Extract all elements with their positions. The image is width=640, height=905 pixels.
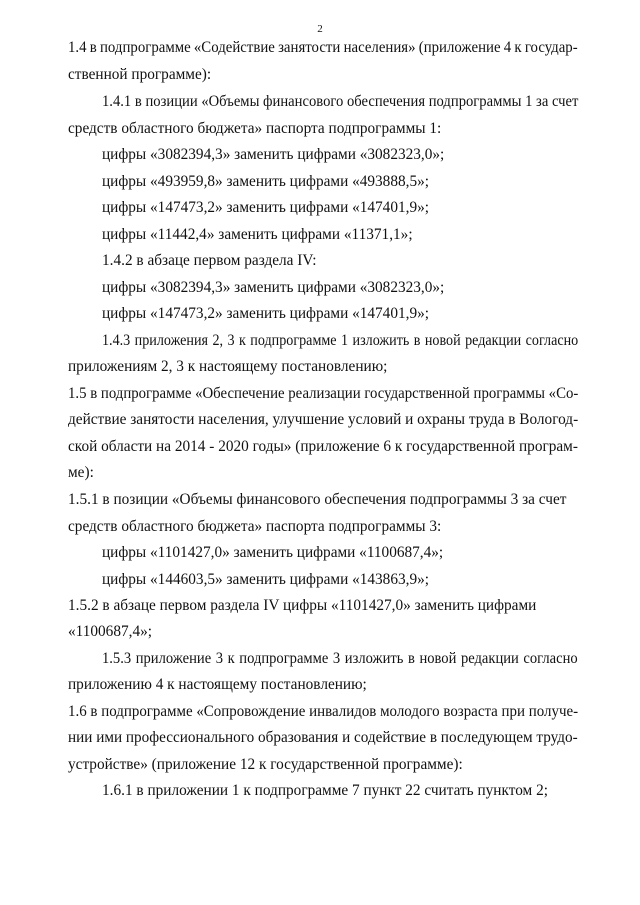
text-line: 1.6.1 в приложении 1 к подпрограмме 7 пункт 22 считать пунктом 2; (102, 782, 548, 799)
text-line: цифры «144603,5» заменить цифрами «143863,9»; (102, 571, 430, 588)
text-line: приложениям 2, 3 к настоящему постановлению; (68, 358, 388, 375)
text-line: цифры «3082394,3» заменить цифрами «3082323,0»; (102, 279, 445, 296)
text-line: 1.5 в подпрограмме «Обеспечение реализации государственной программы «Со- (68, 385, 579, 402)
text-line: средств областного бюджета» паспорта подпрограммы 3: (68, 518, 442, 535)
text-line: действие занятости населения, улучшение условий и охраны труда в Вологод- (68, 411, 579, 428)
page-number: 2 (317, 23, 323, 35)
text-line: 1.4.1 в позиции «Объемы финансового обеспечения подпрограммы 1 за счет (102, 93, 579, 110)
text-line: 1.5.2 в абзаце первом раздела IV цифры «1101427,0» заменить цифрами (68, 597, 537, 614)
text-line: цифры «493959,8» заменить цифрами «493888,5»; (102, 173, 430, 190)
text-line: «1100687,4»; (68, 623, 152, 640)
text-line: средств областного бюджета» паспорта подпрограммы 1: (68, 120, 442, 137)
text-line: нии ими профессионального образования и содействие в последующем трудо- (68, 729, 578, 746)
text-line: 1.5.3 приложение 3 к подпрограмме 3 изложить в новой редакции согласно (102, 650, 578, 667)
text-line: цифры «147473,2» заменить цифрами «147401,9»; (102, 199, 430, 216)
text-line: ме): (68, 464, 94, 481)
text-line: 1.4.2 в абзаце первом раздела IV: (102, 252, 317, 269)
text-line: цифры «3082394,3» заменить цифрами «3082323,0»; (102, 146, 445, 163)
text-line: 1.4.3 приложения 2, 3 к подпрограмме 1 изложить в новой редакции согласно (102, 332, 579, 349)
text-line: устройстве» (приложение 12 к государственной программе): (68, 756, 463, 773)
text-line: 1.4 в подпрограмме «Содействие занятости населения» (приложение 4 к государ- (68, 39, 578, 56)
text-line: ской области на 2014 - 2020 годы» (приложение 6 к государственной програм- (68, 438, 578, 455)
text-line: цифры «147473,2» заменить цифрами «147401,9»; (102, 305, 430, 322)
text-line: цифры «1101427,0» заменить цифрами «1100687,4»; (102, 544, 444, 561)
text-line: 1.5.1 в позиции «Объемы финансового обеспечения подпрограммы 3 за счет (68, 491, 567, 508)
text-line: цифры «11442,4» заменить цифрами «11371,1»; (102, 226, 413, 243)
text-line: ственной программе): (68, 66, 212, 83)
text-line: приложению 4 к настоящему постановлению; (68, 676, 367, 693)
text-line: 1.6 в подпрограмме «Сопровождение инвалидов молодого возраста при получе- (68, 703, 579, 720)
